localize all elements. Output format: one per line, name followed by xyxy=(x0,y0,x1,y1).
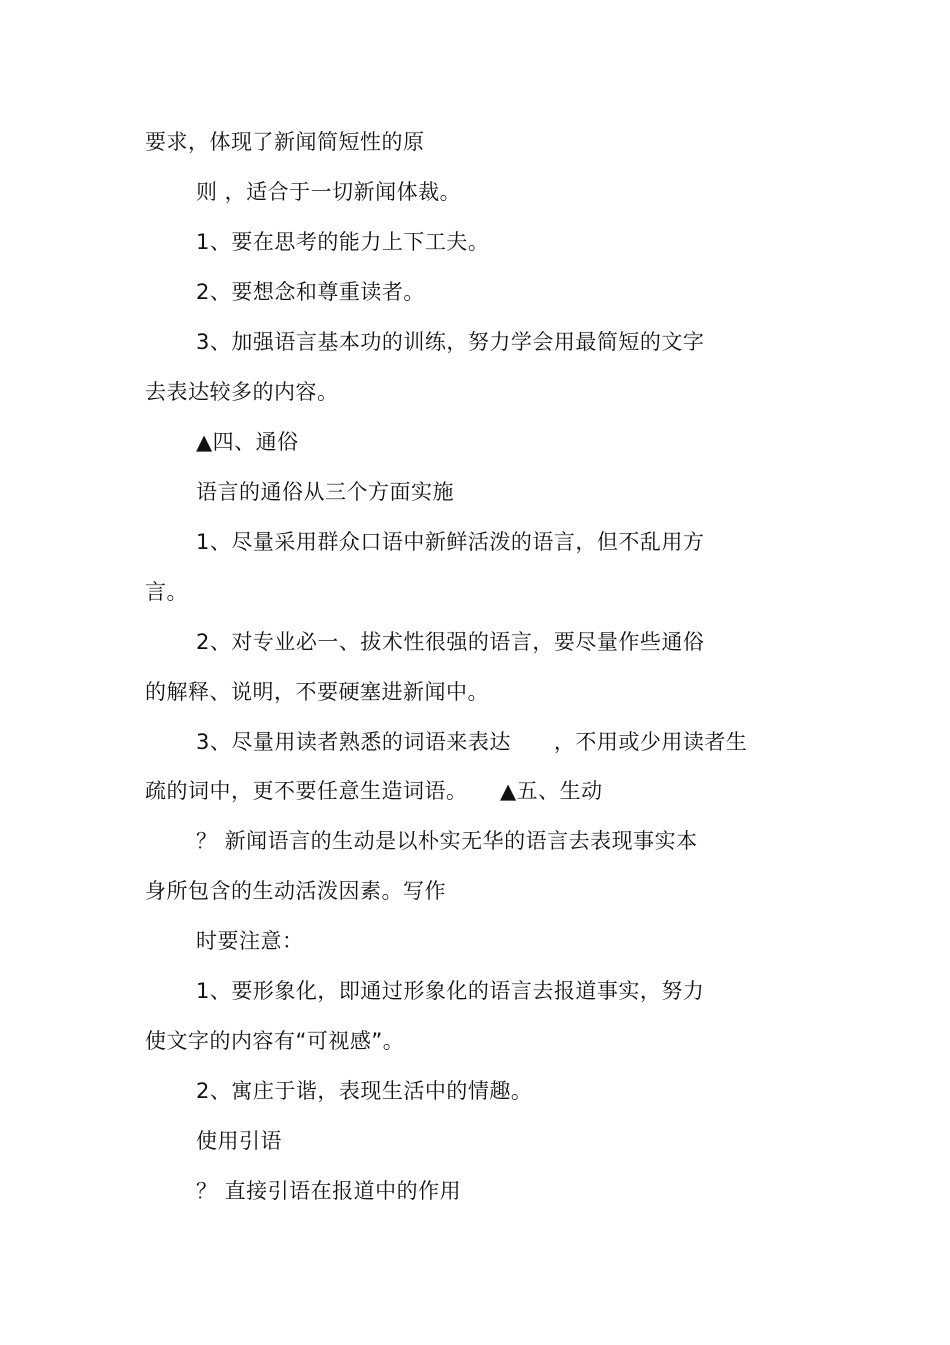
section-heading: ▲四、通俗 xyxy=(196,430,299,454)
text-line: 则 ，适合于一切新闻体裁。 xyxy=(196,180,462,204)
text-line: ？ 新闻语言的生动是以朴实无华的语言去表现事实本 xyxy=(196,829,698,853)
text-line: 3、尽量用读者熟悉的词语来表达 ，不用或少用读者生 xyxy=(196,730,748,754)
text-line: 使文字的内容有“可视感”。 xyxy=(145,1029,405,1053)
text-line: 3、加强语言基本功的训练，努力学会用最简短的文字 xyxy=(196,330,705,354)
text-line: 要求，体现了新闻简短性的原 xyxy=(145,130,425,154)
text-line: 去表达较多的内容。 xyxy=(145,380,339,404)
text-line: ？ 直接引语在报道中的作用 xyxy=(196,1179,462,1203)
text-line: 时要注意： xyxy=(196,929,304,953)
text-line: 2、要想念和尊重读者。 xyxy=(196,280,425,304)
text-line: 2、寓庄于谐，表现生活中的情趣。 xyxy=(196,1079,533,1103)
text-line: 1、要形象化，即通过形象化的语言去报道事实，努力 xyxy=(196,979,705,1003)
text-line: 的解释、说明，不要硬塞进新闻中。 xyxy=(145,680,489,704)
text-line: 1、要在思考的能力上下工夫。 xyxy=(196,230,490,254)
text-line: 言。 xyxy=(145,580,188,604)
text-line: 身所包含的生动活泼因素。写作 xyxy=(145,879,446,903)
text-line: 疏的词中，更不要任意生造词语。 ▲五、生动 xyxy=(145,779,603,803)
text-line: 2、对专业必一、拔术性很强的语言，要尽量作些通俗 xyxy=(196,630,705,654)
text-line: 语言的通俗从三个方面实施 xyxy=(196,480,454,504)
text-line: 1、尽量采用群众口语中新鲜活泼的语言，但不乱用方 xyxy=(196,530,705,554)
text-line: 使用引语 xyxy=(196,1129,282,1153)
